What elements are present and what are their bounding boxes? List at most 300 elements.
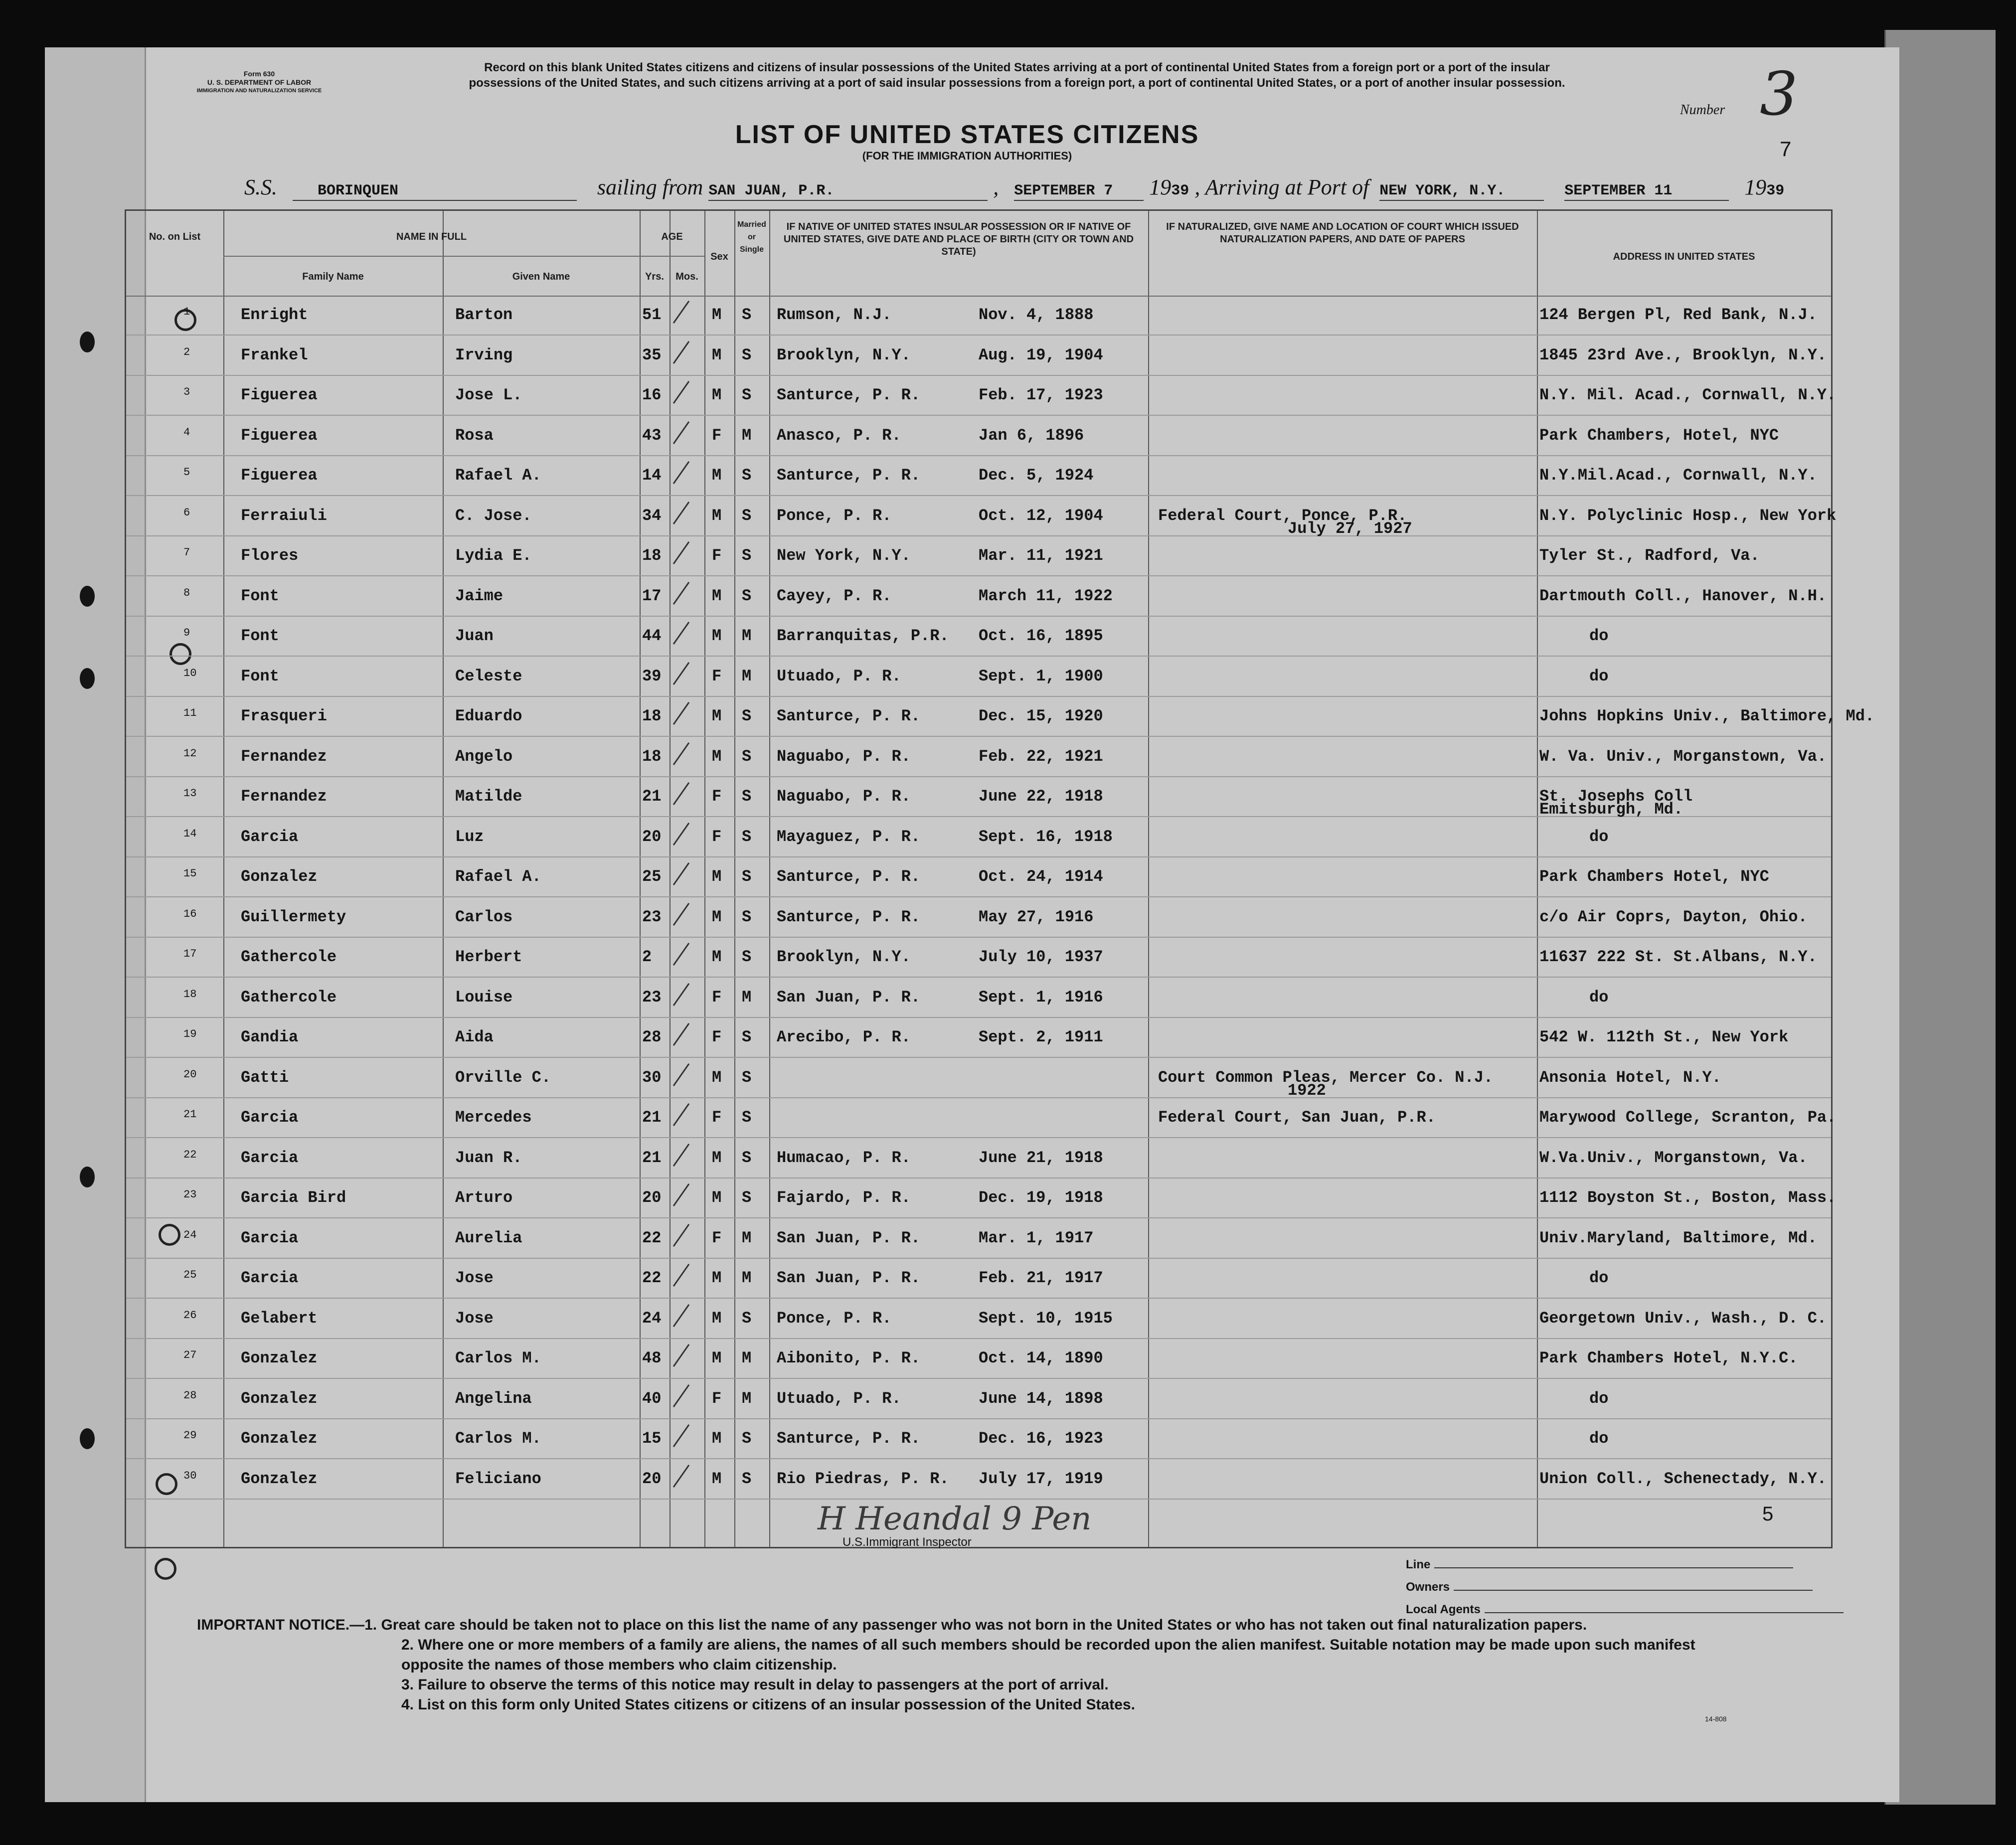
- age-years: 35: [642, 345, 662, 364]
- us-address: c/o Air Coprs, Dayton, Ohio.: [1539, 907, 1808, 926]
- marital-status: M: [742, 627, 752, 645]
- marital-status: S: [742, 1028, 752, 1046]
- punch-hole: [80, 586, 95, 607]
- age-years: 30: [642, 1068, 662, 1087]
- us-address: 11637 222 St. St.Albans, N.Y.: [1539, 948, 1817, 966]
- age-years: 48: [642, 1349, 662, 1367]
- age-years: 18: [642, 546, 662, 565]
- age-years: 40: [642, 1389, 662, 1408]
- row-number: 16: [183, 907, 197, 920]
- naturalization-court: Court Common Pleas, Mercer Co. N.J.: [1158, 1068, 1494, 1087]
- marital-status: S: [742, 747, 752, 766]
- family-name: Enright: [241, 306, 308, 324]
- given-name: Aurelia: [455, 1228, 522, 1247]
- sex: F: [712, 546, 722, 565]
- given-name: Barton: [455, 306, 513, 324]
- birth-place: Santurce, P. R.: [777, 386, 921, 404]
- given-name: Angelo: [455, 747, 513, 766]
- birth-date: Feb. 22, 1921: [979, 747, 1103, 766]
- family-name: Gandia: [241, 1028, 299, 1046]
- marital-status: M: [742, 426, 752, 445]
- marital-status: S: [742, 1108, 752, 1127]
- birth-date: Mar. 11, 1921: [979, 546, 1103, 565]
- sex: M: [712, 1349, 722, 1367]
- age-years: 16: [642, 386, 662, 404]
- family-name: Guillermety: [241, 907, 346, 926]
- age-years: 22: [642, 1228, 662, 1247]
- birth-date: Dec. 19, 1918: [979, 1188, 1103, 1207]
- row-number: 9: [183, 627, 190, 639]
- birth-place: Utuado, P. R.: [777, 667, 901, 685]
- birth-date: Sept. 1, 1916: [979, 988, 1103, 1006]
- given-name: Mercedes: [455, 1108, 532, 1127]
- given-name: Aida: [455, 1028, 494, 1046]
- birth-place: Ponce, P. R.: [777, 1309, 892, 1328]
- age-years: 20: [642, 827, 662, 846]
- arrival-year: 39: [1766, 182, 1785, 199]
- age-years: 25: [642, 867, 662, 886]
- family-name: Garcia: [241, 827, 299, 846]
- row-number: 26: [183, 1309, 197, 1322]
- line-field: [1406, 1558, 1793, 1572]
- table-row: [126, 828, 1831, 867]
- ring-mark: [155, 1558, 176, 1580]
- agents-label: Local Agents: [1406, 1603, 1481, 1616]
- given-name: Orville C.: [455, 1068, 551, 1087]
- sex: M: [712, 1469, 722, 1488]
- arrival-date: SEPTEMBER 11: [1564, 182, 1673, 199]
- arrival-port-field: [1379, 174, 1544, 201]
- sex: M: [712, 586, 722, 605]
- family-name: Frasqueri: [241, 707, 327, 725]
- table-row: [126, 667, 1831, 707]
- table-row: [126, 466, 1831, 506]
- row-number: 4: [183, 426, 190, 439]
- department-name: U. S. DEPARTMENT OF LABOR: [207, 78, 312, 86]
- us-address: 1112 Boyston St., Boston, Mass.: [1539, 1188, 1837, 1207]
- marital-status: S: [742, 827, 752, 846]
- table-row: [126, 1028, 1831, 1068]
- given-name: Rafael A.: [455, 867, 541, 886]
- family-name: Gathercole: [241, 948, 337, 966]
- us-address: Univ.Maryland, Baltimore, Md.: [1539, 1228, 1817, 1247]
- sex: M: [712, 1269, 722, 1287]
- given-name: Jose: [455, 1269, 494, 1287]
- col-age-header: AGE: [661, 231, 683, 242]
- family-name: Frankel: [241, 345, 308, 364]
- us-address: Dartmouth Coll., Hanover, N.H.: [1539, 586, 1827, 605]
- notice-title: IMPORTANT NOTICE.: [197, 1617, 350, 1633]
- family-name: Font: [241, 586, 279, 605]
- age-years: 34: [642, 506, 662, 525]
- row-number: 15: [183, 867, 197, 880]
- table-row: [126, 346, 1831, 386]
- sex: M: [712, 1068, 722, 1087]
- family-name: Garcia Bird: [241, 1188, 346, 1207]
- sex: M: [712, 466, 722, 485]
- age-years: 21: [642, 1148, 662, 1167]
- us-address: do: [1589, 1269, 1609, 1287]
- birth-place: San Juan, P. R.: [777, 1228, 921, 1247]
- birth-place: Aibonito, P. R.: [777, 1349, 921, 1367]
- marital-status: S: [742, 586, 752, 605]
- birth-date: July 10, 1937: [979, 948, 1103, 966]
- family-name: Gonzalez: [241, 1429, 318, 1448]
- row-number: 3: [183, 386, 190, 398]
- us-address: Ansonia Hotel, N.Y.: [1539, 1068, 1721, 1087]
- marital-status: M: [742, 1389, 752, 1408]
- naturalization-date: 1922: [1288, 1081, 1326, 1100]
- col-married-header: Married or Single: [737, 220, 766, 254]
- punch-hole: [80, 668, 95, 689]
- marital-status: M: [742, 1228, 752, 1247]
- birth-date: June 14, 1898: [979, 1389, 1103, 1408]
- birth-place: Barranquitas, P.R.: [777, 627, 949, 645]
- ss-label: S.S.: [244, 175, 277, 199]
- table-row: [126, 426, 1831, 466]
- table-row: [126, 1229, 1831, 1269]
- birth-date: Feb. 17, 1923: [979, 386, 1103, 404]
- row-number: 21: [183, 1108, 197, 1121]
- passenger-table: [125, 209, 1875, 1548]
- owners-label: Owners: [1406, 1580, 1450, 1594]
- table-row: [126, 306, 1831, 345]
- birth-place: Santurce, P. R.: [777, 466, 921, 485]
- notice-1: [197, 1615, 1732, 1635]
- line-label: Line: [1406, 1558, 1431, 1571]
- family-name: Figuerea: [241, 386, 318, 404]
- table-row: [126, 747, 1831, 787]
- family-name: Ferraiuli: [241, 506, 327, 525]
- table-row: [126, 506, 1837, 546]
- marital-status: S: [742, 386, 752, 404]
- punch-hole: [80, 332, 95, 352]
- us-address: 124 Bergen Pl, Red Bank, N.J.: [1539, 306, 1817, 324]
- number-label: Number: [1680, 102, 1725, 118]
- notice-text: —1. Great care should be taken not to place on this list the name of any passenger who was not born in the United States or who has not taken out final naturalization papers.: [349, 1617, 1587, 1633]
- sail-date-field: [1014, 174, 1144, 201]
- table-row: [126, 627, 1831, 667]
- birth-date: July 17, 1919: [979, 1469, 1103, 1488]
- form-id: [169, 70, 349, 95]
- sex: M: [712, 386, 722, 404]
- us-address: Park Chambers Hotel, N.Y.C.: [1539, 1349, 1798, 1367]
- birth-place: Santurce, P. R.: [777, 707, 921, 725]
- marital-status: S: [742, 787, 752, 806]
- row-number: 14: [183, 827, 197, 840]
- table-row: [126, 908, 1831, 948]
- family-name: Garcia: [241, 1108, 299, 1127]
- punch-hole: [80, 1428, 95, 1449]
- birth-place: Santurce, P. R.: [777, 1429, 921, 1448]
- birth-place: Santurce, P. R.: [777, 867, 921, 886]
- marital-status: S: [742, 345, 752, 364]
- family-name: Gonzalez: [241, 1349, 318, 1367]
- family-name: Fernandez: [241, 787, 327, 806]
- us-address: N.Y. Polyclinic Hosp., New York: [1539, 506, 1837, 525]
- age-years: 20: [642, 1469, 662, 1488]
- birth-date: Nov. 4, 1888: [979, 306, 1094, 324]
- birth-date: Oct. 24, 1914: [979, 867, 1103, 886]
- birth-date: June 21, 1918: [979, 1148, 1103, 1167]
- birth-date: Oct. 12, 1904: [979, 506, 1103, 525]
- birth-place: Naguabo, P. R.: [777, 787, 911, 806]
- sex: F: [712, 787, 722, 806]
- birth-date: June 22, 1918: [979, 787, 1103, 806]
- table-row: [126, 1349, 1831, 1389]
- table-row: [126, 707, 1875, 747]
- given-name: C. Jose.: [455, 506, 532, 525]
- given-name: Irving: [455, 345, 513, 364]
- arrival-date-field: [1564, 174, 1729, 201]
- us-address: do: [1589, 1429, 1609, 1448]
- family-name: Gonzalez: [241, 1389, 318, 1408]
- sail-year-prefix: 19: [1149, 175, 1172, 199]
- marital-status: M: [742, 1269, 752, 1287]
- inspector-signature: H Heandal 9 Pen: [818, 1501, 1092, 1537]
- marital-status: M: [742, 988, 752, 1006]
- given-name: Carlos M.: [455, 1429, 541, 1448]
- sex: M: [712, 867, 722, 886]
- form-code: 14-808: [1705, 1715, 1727, 1723]
- row-number: 10: [183, 667, 197, 679]
- ship-name: BORINQUEN: [318, 182, 399, 199]
- table-row: [126, 1068, 1831, 1108]
- us-address: Georgetown Univ., Wash., D. C.: [1539, 1309, 1827, 1328]
- marital-status: S: [742, 466, 752, 485]
- arrival-year-prefix: 19: [1744, 175, 1767, 199]
- us-address: do: [1589, 827, 1609, 846]
- family-name: Font: [241, 667, 279, 685]
- us-address: Tyler St., Radford, Va.: [1539, 546, 1760, 565]
- sex: M: [712, 1188, 722, 1207]
- table-row: [126, 1188, 1837, 1228]
- given-name: Juan: [455, 627, 494, 645]
- family-name: Gonzalez: [241, 867, 318, 886]
- agents-field: [1406, 1603, 1844, 1617]
- punch-hole: [80, 1167, 95, 1187]
- age-years: 39: [642, 667, 662, 685]
- marital-status: S: [742, 948, 752, 966]
- us-address: N.Y. Mil. Acad., Cornwall, N.Y.: [1539, 386, 1837, 404]
- birth-date: Feb. 21, 1917: [979, 1269, 1103, 1287]
- sail-date: SEPTEMBER 7: [1014, 182, 1113, 199]
- sex: F: [712, 827, 722, 846]
- birth-place: Brooklyn, N.Y.: [777, 948, 911, 966]
- given-name: Eduardo: [455, 707, 522, 725]
- family-name: Fernandez: [241, 747, 327, 766]
- col-address-header: ADDRESS IN UNITED STATES: [1613, 251, 1755, 262]
- ship-field: [293, 174, 577, 201]
- row-number: 18: [183, 988, 197, 1001]
- marital-status: S: [742, 1068, 752, 1087]
- row-number: 1: [183, 306, 190, 318]
- sex: M: [712, 1429, 722, 1448]
- given-name: Rafael A.: [455, 466, 541, 485]
- given-name: Rosa: [455, 426, 494, 445]
- page-title: LIST OF UNITED STATES CITIZENS: [735, 120, 1199, 149]
- given-name: Luz: [455, 827, 484, 846]
- given-name: Jaime: [455, 586, 504, 605]
- table-row: [126, 1108, 1837, 1148]
- voyage-line: S.S. BORINQUEN sailing from SAN JUAN, P.R. , SEPTEMBER 7 1939 , Arriving at Port of NEW YORK, N.Y. SEPTEMBER 11 1939: [244, 174, 1784, 201]
- notice-4: 4. List on this form only United States citizens or citizens of an insular possession of the United States.: [401, 1696, 1135, 1713]
- us-address: do: [1589, 627, 1609, 645]
- marital-status: S: [742, 867, 752, 886]
- table-row: [126, 386, 1837, 426]
- us-address: Johns Hopkins Univ., Baltimore, Md.: [1539, 707, 1875, 725]
- row-number: 25: [183, 1269, 197, 1281]
- row-number: 7: [183, 546, 190, 559]
- age-years: 17: [642, 586, 662, 605]
- family-name: Gathercole: [241, 988, 337, 1006]
- row-number: 19: [183, 1028, 197, 1040]
- age-years: 51: [642, 306, 662, 324]
- sex: F: [712, 1108, 722, 1127]
- row-number: 23: [183, 1188, 197, 1201]
- us-address: W.Va.Univ., Morganstown, Va.: [1539, 1148, 1808, 1167]
- table-row: [126, 1389, 1831, 1429]
- sex: F: [712, 988, 722, 1006]
- age-years: 23: [642, 907, 662, 926]
- col-no-header: No. on List: [149, 231, 201, 242]
- col-given-header: Given Name: [512, 271, 570, 282]
- family-name: Garcia: [241, 1228, 299, 1247]
- age-years: 15: [642, 1429, 662, 1448]
- row-number: 24: [183, 1228, 197, 1241]
- birth-place: Fajardo, P. R.: [777, 1188, 911, 1207]
- birth-date: Sept. 10, 1915: [979, 1309, 1113, 1328]
- row-number: 17: [183, 948, 197, 960]
- birth-place: Mayaguez, P. R.: [777, 827, 921, 846]
- notice-2: 2. Where one or more members of a family are aliens, the names of all such members should be recorded upon the alien manifest. Suitable notation may be made upon such manifest opposite the names of those members who claim citizenship.: [401, 1637, 1695, 1673]
- birth-place: New York, N.Y.: [777, 546, 911, 565]
- us-address: do: [1589, 1389, 1609, 1408]
- sex: M: [712, 345, 722, 364]
- given-name: Juan R.: [455, 1148, 522, 1167]
- birth-place: San Juan, P. R.: [777, 1269, 921, 1287]
- row-number: 22: [183, 1148, 197, 1161]
- marital-status: S: [742, 907, 752, 926]
- row-number: 27: [183, 1349, 197, 1361]
- arrival-port: NEW YORK, N.Y.: [1379, 182, 1506, 199]
- sex: M: [712, 1309, 722, 1328]
- col-mos-header: Mos.: [675, 271, 698, 282]
- family-name: Figuerea: [241, 426, 318, 445]
- us-address: 542 W. 112th St., New York: [1539, 1028, 1789, 1046]
- sex: M: [712, 506, 722, 525]
- marital-status: S: [742, 1429, 752, 1448]
- naturalization-court: Federal Court, Ponce, P.R.: [1158, 506, 1407, 525]
- row-number: 5: [183, 466, 190, 479]
- given-name: Matilde: [455, 787, 522, 806]
- table-row: [126, 1309, 1831, 1349]
- form-number: Form 630: [243, 70, 275, 78]
- birth-place: Brooklyn, N.Y.: [777, 345, 911, 364]
- col-family-header: Family Name: [302, 271, 364, 282]
- us-address: do: [1589, 988, 1609, 1006]
- given-name: Carlos M.: [455, 1349, 541, 1367]
- list-number: 3: [1760, 60, 1798, 129]
- table-row: [126, 1429, 1831, 1469]
- sex: M: [712, 627, 722, 645]
- arriving-label: , Arriving at Port of: [1194, 175, 1369, 199]
- given-name: Jose L.: [455, 386, 522, 404]
- age-years: 21: [642, 787, 662, 806]
- marital-status: S: [742, 1148, 752, 1167]
- birth-date: March 11, 1922: [979, 586, 1113, 605]
- row-number: 13: [183, 787, 197, 800]
- us-address: Park Chambers, Hotel, NYC: [1539, 426, 1779, 445]
- family-name: Flores: [241, 546, 299, 565]
- family-name: Font: [241, 627, 279, 645]
- sex: F: [712, 1228, 722, 1247]
- table-row: [126, 867, 1831, 907]
- age-years: 22: [642, 1269, 662, 1287]
- marital-status: S: [742, 1469, 752, 1488]
- marital-status: S: [742, 306, 752, 324]
- birth-date: Oct. 14, 1890: [979, 1349, 1103, 1367]
- birth-date: Mar. 1, 1917: [979, 1228, 1094, 1247]
- given-name: Celeste: [455, 667, 522, 685]
- age-years: 24: [642, 1309, 662, 1328]
- sailing-label: sailing from: [597, 175, 703, 199]
- col-sex-header: Sex: [710, 251, 728, 262]
- birth-place: Cayey, P. R.: [777, 586, 892, 605]
- age-years: 18: [642, 707, 662, 725]
- table-row: [126, 546, 1831, 586]
- age-years: 18: [642, 747, 662, 766]
- marital-status: S: [742, 546, 752, 565]
- birth-date: Sept. 1, 1900: [979, 667, 1103, 685]
- col-naturalized-header: IF NATURALIZED, GIVE NAME AND LOCATION OF COURT WHICH ISSUED NATURALIZATION PAPERS, AND DATE OF PAPERS: [1166, 221, 1519, 245]
- age-years: 23: [642, 988, 662, 1006]
- us-address: W. Va. Univ., Morganstown, Va.: [1539, 747, 1827, 766]
- marital-status: S: [742, 506, 752, 525]
- birth-date: Dec. 15, 1920: [979, 707, 1103, 725]
- given-name: Carlos: [455, 907, 513, 926]
- us-address-line2: Emitsburgh, Md.: [1539, 800, 1683, 819]
- given-name: Lydia E.: [455, 546, 532, 565]
- given-name: Arturo: [455, 1188, 513, 1207]
- age-years: 44: [642, 627, 662, 645]
- row-number: 6: [183, 506, 190, 519]
- marital-status: S: [742, 1309, 752, 1328]
- age-years: 14: [642, 466, 662, 485]
- sex: M: [712, 1148, 722, 1167]
- birth-place: San Juan, P. R.: [777, 988, 921, 1006]
- col-yrs-header: Yrs.: [645, 271, 664, 282]
- marital-status: M: [742, 667, 752, 685]
- col-birth-header: IF NATIVE OF UNITED STATES INSULAR POSSESSION OR IF NATIVE OF UNITED STATES, GIVE DATE AND PLACE OF BIRTH (CITY OR TOWN AND STATE): [783, 221, 1134, 257]
- birth-date: Dec. 5, 1924: [979, 466, 1094, 485]
- row-number: 20: [183, 1068, 197, 1081]
- page-subtitle: (FOR THE IMMIGRATION AUTHORITIES): [862, 150, 1072, 162]
- naturalization-court: Federal Court, San Juan, P.R.: [1158, 1108, 1436, 1127]
- marital-status: S: [742, 1188, 752, 1207]
- sex: M: [712, 907, 722, 926]
- birth-place: Arecibo, P. R.: [777, 1028, 911, 1046]
- notice-3: 3. Failure to observe the terms of this notice may result in delay to passengers at the port of arrival.: [401, 1677, 1109, 1693]
- sex: M: [712, 707, 722, 725]
- family-name: Gatti: [241, 1068, 289, 1087]
- sex: F: [712, 426, 722, 445]
- birth-date: Sept. 2, 1911: [979, 1028, 1103, 1046]
- row-number: 29: [183, 1429, 197, 1442]
- us-address: Marywood College, Scranton, Pa.: [1539, 1108, 1837, 1127]
- family-name: Gelabert: [241, 1309, 318, 1328]
- birth-place: Ponce, P. R.: [777, 506, 892, 525]
